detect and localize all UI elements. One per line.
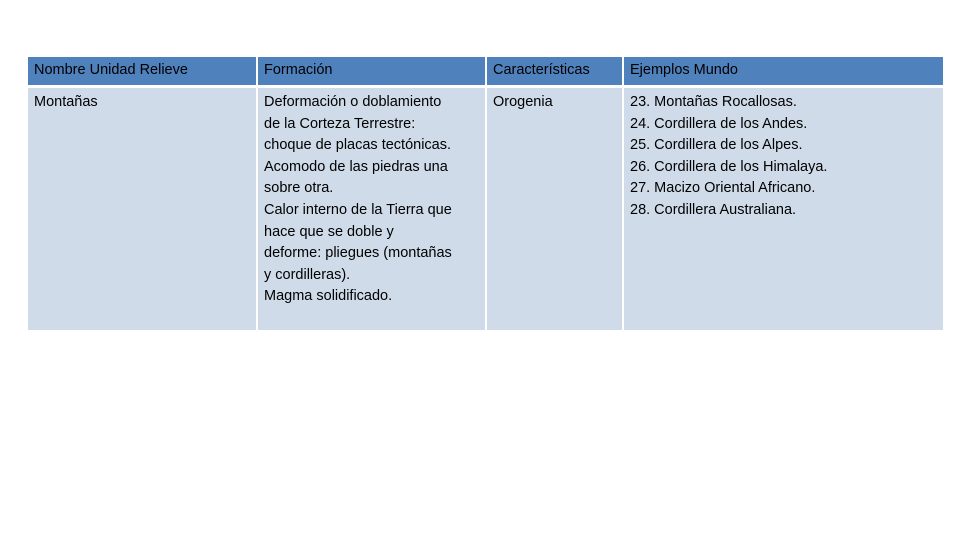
ejemplo-line: 25. Cordillera de los Alpes. (630, 137, 803, 154)
cell-caracteristicas (486, 87, 623, 330)
formacion-line: de la Corteza Terrestre: (264, 115, 416, 132)
header-nombre-unidad-relieve: Nombre Unidad Relieve (28, 57, 257, 87)
ejemplo-line: 23. Montañas Rocallosas. (630, 94, 797, 110)
ejemplo-line: 27. Macizo Oriental Africano. (630, 180, 816, 197)
formacion-line: y cordilleras). (264, 266, 351, 283)
formacion-line: Acomodo de las piedras una (264, 158, 448, 175)
header-caracteristicas: Características (486, 57, 623, 87)
table-header (28, 57, 943, 87)
ejemplo-line: 28. Cordillera Australiana. (630, 201, 797, 218)
cell-nombre (28, 87, 257, 330)
formacion-line: Magma solidificado. (264, 288, 393, 305)
table-body (28, 87, 943, 330)
table-row (28, 87, 943, 330)
header-ejemplos-mundo: Ejemplos Mundo (623, 57, 943, 87)
formacion-line: hace que se doble y (264, 223, 394, 240)
nombre-text: Montañas (34, 94, 98, 110)
formacion-line: Deformación o doblamiento (264, 94, 442, 110)
header-formacion: Formación (257, 57, 486, 87)
formacion-line: Calor interno de la Tierra que (264, 201, 452, 218)
formacion-line: sobre otra. (264, 180, 334, 197)
relief-table (28, 57, 943, 330)
cell-formacion (257, 87, 486, 330)
ejemplo-line: 26. Cordillera de los Himalaya. (630, 158, 828, 175)
formacion-line: choque de placas tectónicas. (264, 137, 452, 154)
cell-ejemplos (623, 87, 943, 330)
ejemplo-line: 24. Cordillera de los Andes. (630, 115, 808, 132)
caracteristicas-text: Orogenia (493, 94, 553, 110)
header-row (28, 57, 943, 87)
formacion-line: deforme: pliegues (montañas (264, 245, 452, 262)
